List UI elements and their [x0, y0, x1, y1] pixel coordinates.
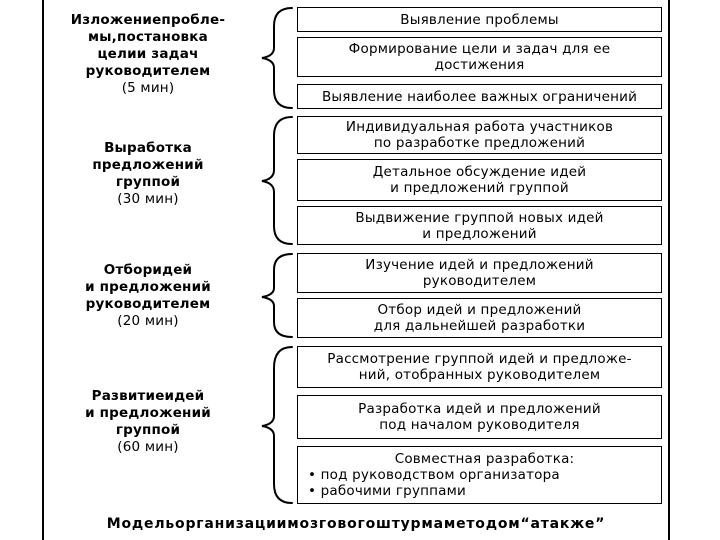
- stage-3-title: Отборидей и предложений руководителем: [85, 262, 211, 312]
- stage-4-title: Развитиеидей и предложений группой: [85, 388, 211, 438]
- stage-1-box-3: Выявление наиболее важных ограничений: [297, 84, 662, 109]
- stage-2-box-1: Индивидуальная работа участников по разработке предложений: [297, 116, 662, 154]
- stage-3-box-2: Отбор идей и предложений для дальнейшей разработки: [297, 298, 662, 338]
- stage-2-box-3: Выдвижение группой новых идей и предложений: [297, 206, 662, 245]
- stage-4-box-1: Рассмотрение группой идей и предложе- ний, отобранных руководителем: [297, 346, 662, 388]
- stage-4-list-item-1: • под руководством организатора: [308, 467, 560, 483]
- stage-1-box-1: Выявление проблемы: [297, 7, 662, 32]
- stage-2-brace: [262, 117, 292, 244]
- diagram-caption: Модельорганизациимозговогоштурмаметодом“атакже”: [106, 516, 606, 532]
- stage-4-brace: [262, 347, 292, 503]
- stage-3-box-1: Изучение идей и предложений руководителем: [297, 253, 662, 293]
- stage-2-box-2: Детальное обсуждение идей и предложений группой: [297, 159, 662, 201]
- stage-4-box-3-title: Совместная разработка:: [394, 451, 575, 467]
- stage-3-duration: (20 мин): [117, 313, 179, 329]
- stage-1-duration: (5 мин): [121, 80, 175, 96]
- stage-2-duration: (30 мин): [117, 191, 179, 207]
- stage-2-title: Выработка предложений группой: [92, 140, 204, 190]
- stage-4-box-2: Разработка идей и предложений под началом руководителя: [297, 395, 662, 439]
- stage-3-brace: [262, 254, 292, 337]
- stage-4-list-item-2: • рабочими группами: [308, 483, 466, 499]
- stage-1-brace: [262, 8, 292, 108]
- stage-4-duration: (60 мин): [117, 439, 179, 455]
- stage-1-box-2: Формирование цели и задач для ее достижения: [297, 37, 662, 77]
- stage-1-title: Изложениепробле- мы,постановка целии задач руководителем: [70, 12, 226, 79]
